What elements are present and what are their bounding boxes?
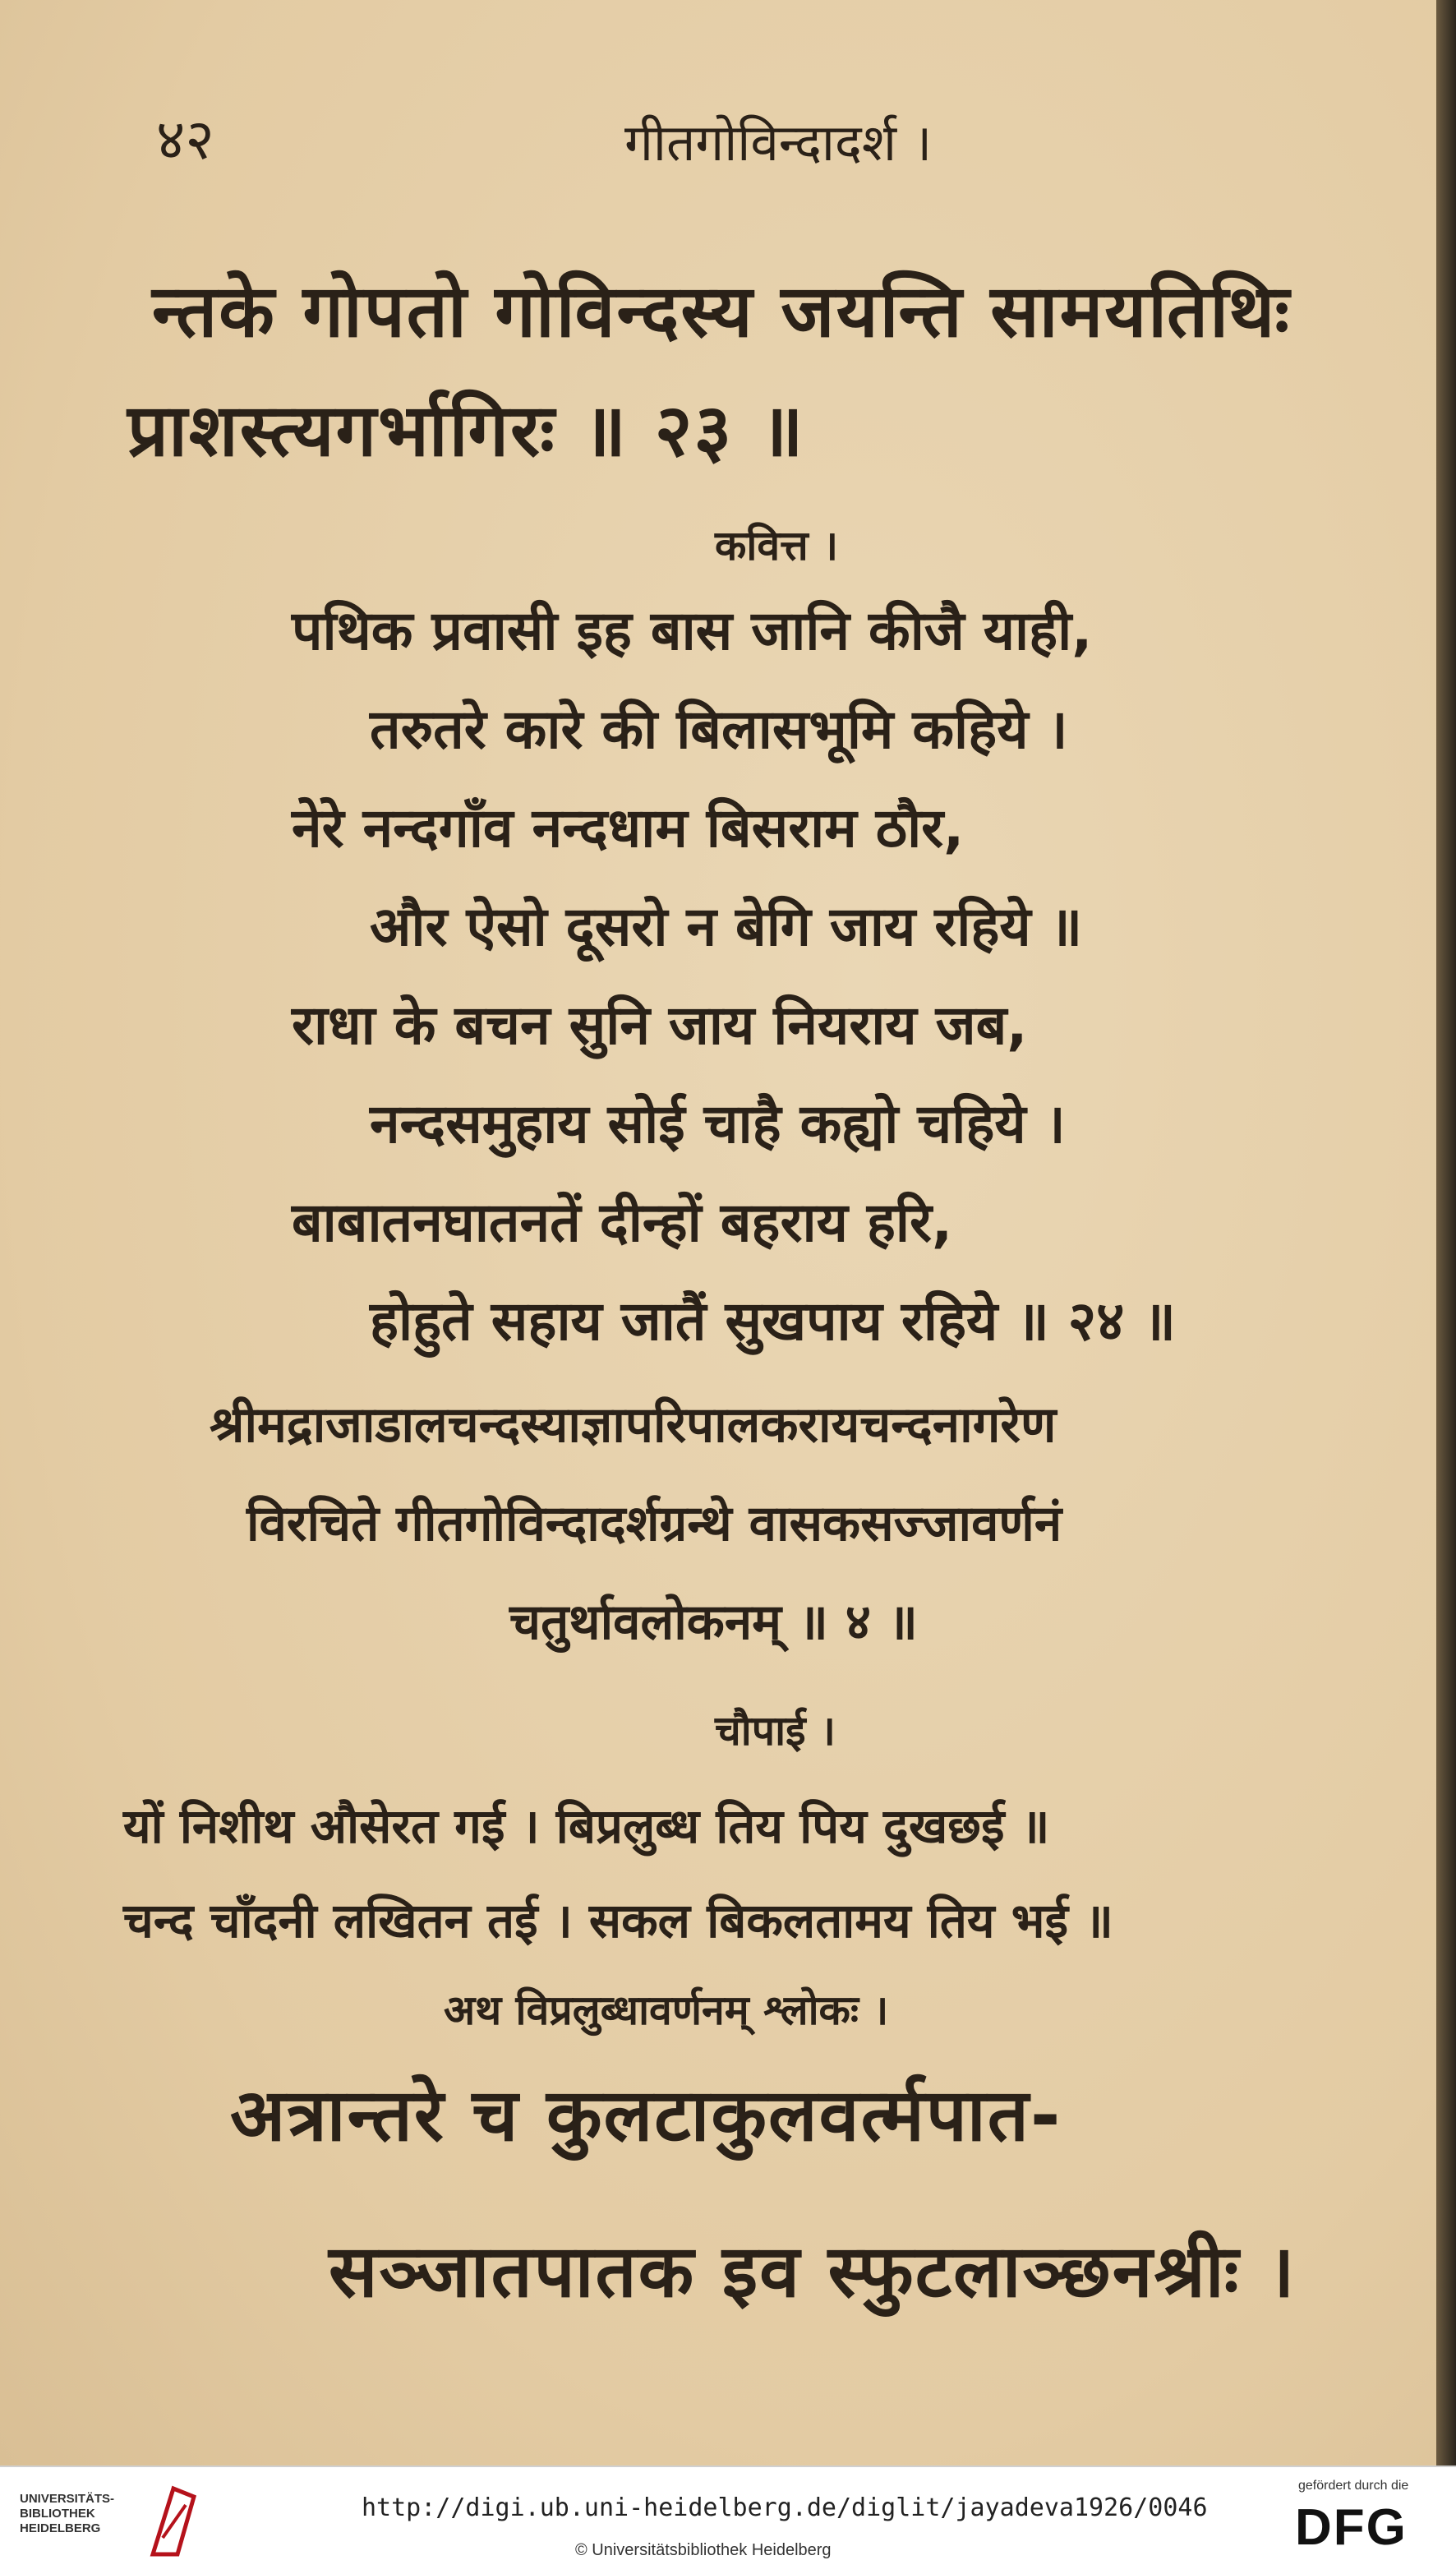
page-number: ४२ (156, 108, 214, 173)
permalink-url[interactable]: http://digi.ub.uni-heidelberg.de/diglit/jayadeva1926/0046 (362, 2493, 1208, 2522)
colophon-line-2: विरचिते गीतगोविन्दादर्शग्रन्थे वासकसज्जावर्णनं (247, 1495, 1062, 1552)
kavitta-line-6: नन्दसमुहाय सोई चाहै कह्यो चहिये । (370, 1092, 1066, 1156)
funding-label: gefördert durch die (1298, 2479, 1409, 2493)
sloka-start-line-2: सञ्जातपातक इव स्फुटलाञ्छनश्रीः । (329, 2229, 1297, 2313)
kavitta-line-4: और ऐसो दूसरो न बेगि जाय रहिये ॥ (370, 895, 1083, 958)
sloka-start-line-1: अत्रान्तरे च कुलटाकुलवर्त्मपात- (230, 2073, 1062, 2157)
library-logo-icon (145, 2480, 202, 2562)
dfg-logo: DFG (1295, 2499, 1408, 2556)
chaupai-heading: चौपाई । (715, 1707, 836, 1755)
kavitta-line-3: नेरे नन्दगाँव नन्दधाम बिसराम ठौर, (292, 796, 965, 860)
colophon-line-1: श्रीमद्राजाडालचन्दस्याज्ञापरिपालकरायचन्दनागरेण (210, 1396, 1057, 1454)
copyright-notice: © Universitätsbibliothek Heidelberg (575, 2541, 832, 2559)
kavitta-line-5: राधा के बचन सुनि जाय नियराय जब, (292, 994, 1028, 1057)
kavitta-line-8: होहुते सहाय जातैं सुखपाय रहिये ॥ २४ ॥ (370, 1289, 1176, 1353)
running-title: गीतगोविन्दादर्श । (624, 113, 933, 173)
sloka-end-line-1: न्तके गोपतो गोविन्दस्य जयन्ति सामयतिथिः (152, 269, 1292, 353)
kavitta-line-2: तरुतरे कारे की बिलासभूमि कहिये । (370, 698, 1068, 761)
kavitta-line-1: पथिक प्रवासी इह बास जानि कीजै याही, (292, 599, 1093, 662)
kavitta-line-7: बाबातनघातनतें दीन्हों बहराय हरि, (292, 1191, 953, 1254)
chaupai-line-2: चन्द चाँदनी लखितन तई । सकल बिकलतामय तिय भई ॥ (123, 1893, 1113, 1949)
page-edge-shadow (1436, 0, 1456, 2466)
kavitta-heading: कवित्त । (715, 522, 839, 570)
viewer-footer (0, 2466, 1456, 2574)
library-logo-text: UNIVERSITÄTS- BIBLIOTHEK HEIDELBERG (20, 2492, 115, 2535)
chaupai-line-1: यों निशीथ औसेरत गई । बिप्रलुब्ध तिय पिय दुखछई ॥ (123, 1798, 1050, 1854)
colophon-line-3: चतुर्थावलोकनम् ॥ ४ ॥ (509, 1594, 918, 1651)
sloka-end-line-2: प्राशस्त्यगर्भागिरः ॥ २३ ॥ (127, 388, 805, 473)
sub-heading: अथ विप्रलुब्धावर्णनम् श्लोकः । (444, 1986, 889, 2034)
